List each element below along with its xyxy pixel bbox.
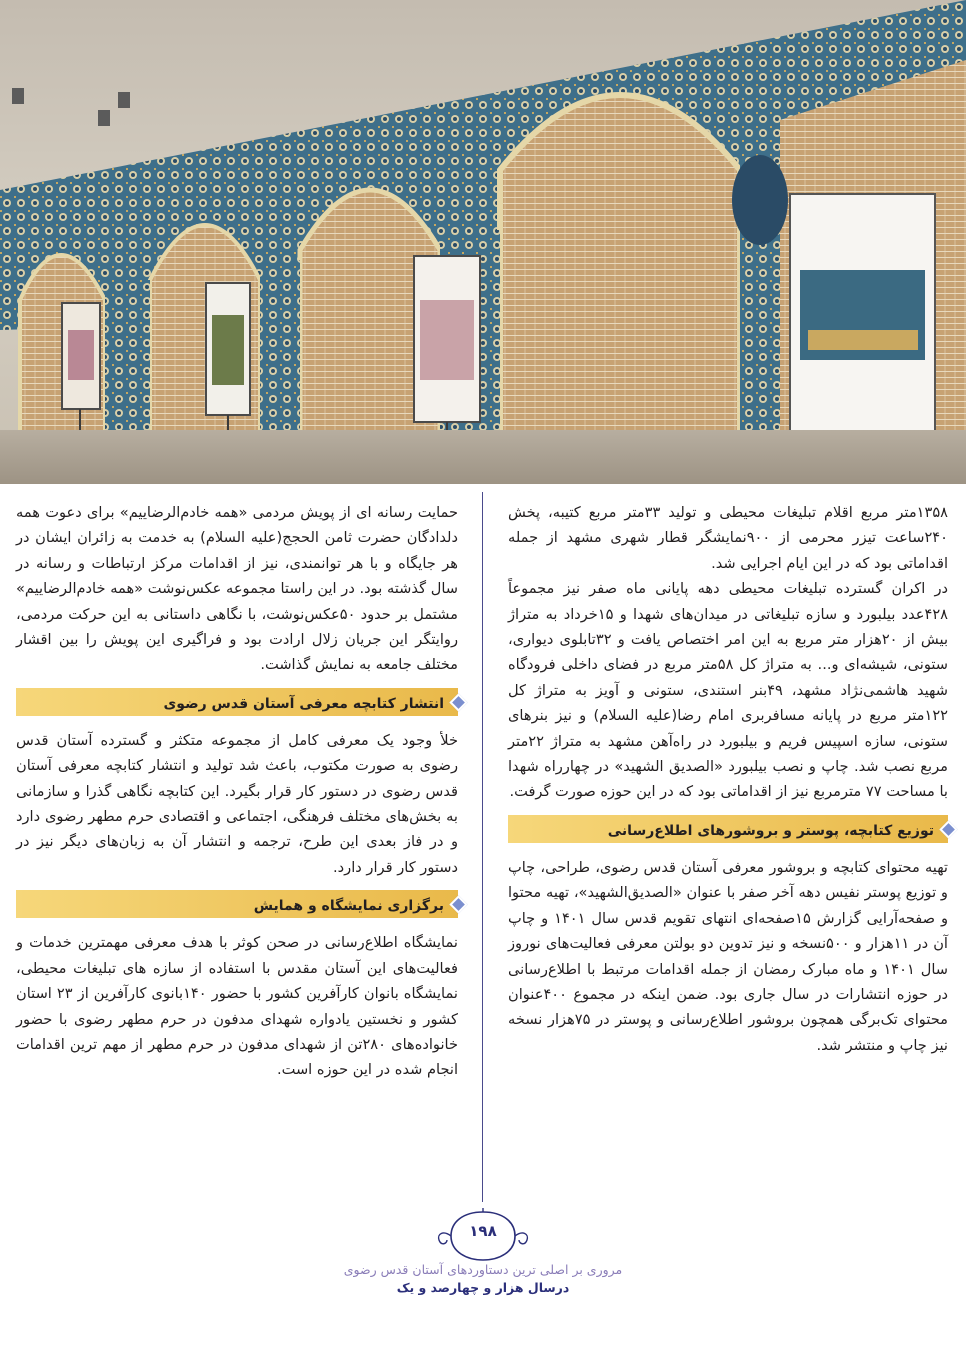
footer-year: درسال هزار و چهارصد و یک: [396, 1280, 570, 1295]
section-heading-label: توزیع کتابچه، پوستر و بروشورهای اطلاع‌رسانی: [607, 822, 934, 839]
left-column: [16, 500, 458, 1083]
header-photo: [0, 0, 966, 484]
paragraph: نمایشگاه اطلاع‌رسانی در صحن کوثر با هدف معرفی مهمترین خدمات و فعالیت‌های این آستان مقدس با استفاده از سازه های تبلیغات محیطی، نمایشگاه بانوان کارآفرین کشور با حضور ۱۴۰بانوی کارآفرین از ۲۳ استان کشور و نخستین یادواره شهدای مدفون در حرم مطهر رضوی با حضور خانواده‌های ۲۸۰تن از شهدای مدفون در حرم مطهر از مهم ترین اقدامات انجام شده در این حوزه است.: [16, 934, 458, 1079]
mosque-facade: [0, 0, 966, 484]
section-heading: [16, 688, 458, 716]
paragraph: تهیه محتوای کتابچه و بروشور معرفی آستان قدس رضوی، طراحی، چاپ و توزیع پوستر نفیس دهه آخر صفر با عنوان «الصدیق‌الشهید»، تهیه محتوا و صفحه‌آرایی گزارش ۱۵صفحه‌ای انتهای تقویم قدس سال ۱۴۰۱ و چاپ آن در ۱۱هزار و ۵۰۰نسخه و نیز تدوین دو بولتن معرفی فعالیت‌های نوروز سال ۱۴۰۱ و ماه مبارک رمضان از جمله اقدامات مرتبط با اطلاع‌رسانی در حوزه انتشارات در سال جاری بود. ضمن اینکه در مجموع ۴۰۰عنوان محتوای تک‌برگی همچون بروشور اطلاع‌رسانی و پوستر در ۷۵هزار نسخه نیز چاپ و منتشر شد.: [508, 858, 949, 1054]
right-column: [508, 500, 948, 1058]
paragraph: حمایت رسانه ای از پویش مردمی «همه خادم‌الرضاییم» برای دعوت همه دلدادگان حضرت ثامن الحجج(علیه السلام) به خدمت به زائران ایشان در هر جایگاه و با هر توانمندی، نیز از اقدامات مرکز ارتباطات و رسانه در سال گذشته بود. در این راستا مجموعه عکس‌نوشت «همه خادم‌الرضاییم» مشتمل بر حدود ۵۰عکس‌نوشت، با نگاهی داستانی به این حرکت مردمی، روایتگر این جریان زلال ارادت بود و فراگیری این پویش را بین اقشار مختلف جامعه به نمایش گذاشت.: [16, 504, 458, 674]
courtyard-ground: [0, 430, 966, 484]
section-heading: [16, 890, 458, 918]
diamond-bullet-icon: [449, 896, 467, 914]
section-heading-label: انتشار کتابچه معرفی آستان قدس رضوی: [163, 695, 444, 712]
section-heading: [508, 815, 948, 843]
diamond-bullet-icon: [939, 820, 957, 838]
page-number: ۱۹۸: [469, 1222, 497, 1240]
paragraph: ۱۳۵۸متر مربع اقلام تبلیغات محیطی و تولید ۳۳متر مربع کتیبه، پخش ۲۴۰ساعت تیزر محرمی از ۹۰۰نمایشگر قطار شهری مشهد از جمله اقداماتی بود که در این ایام اجرایی شد.: [508, 504, 948, 572]
diamond-bullet-icon: [449, 693, 467, 711]
column-divider: [482, 492, 483, 1202]
section-heading-label: برگزاری نمایشگاه و همایش: [253, 898, 444, 915]
paragraph: خلأ وجود یک معرفی کامل از مجموعه متکثر و گسترده آستان قدس رضوی به صورت مکتوب، باعث شد تولید و انتشار کتابچه معرفی آستان قدس رضوی در دستور کار قرار بگیرد. این کتابچه نگاهی گذرا و سازمانی به بخش‌های مختلف فرهنگی، اجتماعی و اقتصادی حرم مطهر رضوی دارد و در فاز بعدی این طرح، ترجمه و انتشار آن به زبان‌های دیگر نیز در دستور کار قرار دارد.: [16, 731, 458, 876]
footer-subtitle: مروری بر اصلی ترین دستاوردهای آستان قدس رضوی: [343, 1262, 623, 1277]
paragraph: در اکران گسترده تبلیغات محیطی دهه پایانی ماه صفر نیز مجموعاً ۴۲۸عدد بیلبورد و سازه تبلیغاتی در میدان‌های شهدا و ۱۵خرداد به متراژ بیش از ۲۰هزار متر مربع به این امر اختصاص یافت و ۳۲تابلوی دیواری، ستونی، شیشه‌ای و... به متراژ کل ۵۸متر مربع در فضای داخلی فرودگاه شهید هاشمی‌نژاد مشهد، ۴۹بنر استندی، ستونی و آویز به متراژ کل ۱۲۲متر مربع در پایانه مسافربری امام رضا(علیه السلام) و نیز بنرهای ستونی، سازه اسپیس فریم و بیلبورد در راه‌آهن مشهد به متراژ ۲۲متر مربع نصب شد. چاپ و نصب بیلبورد «الصدیق الشهید» در چهارراه شهدا با مساحت ۷۷ مترمربع نیز از اقداماتی بود که در این حوزه صورت گرفت.: [508, 580, 949, 801]
